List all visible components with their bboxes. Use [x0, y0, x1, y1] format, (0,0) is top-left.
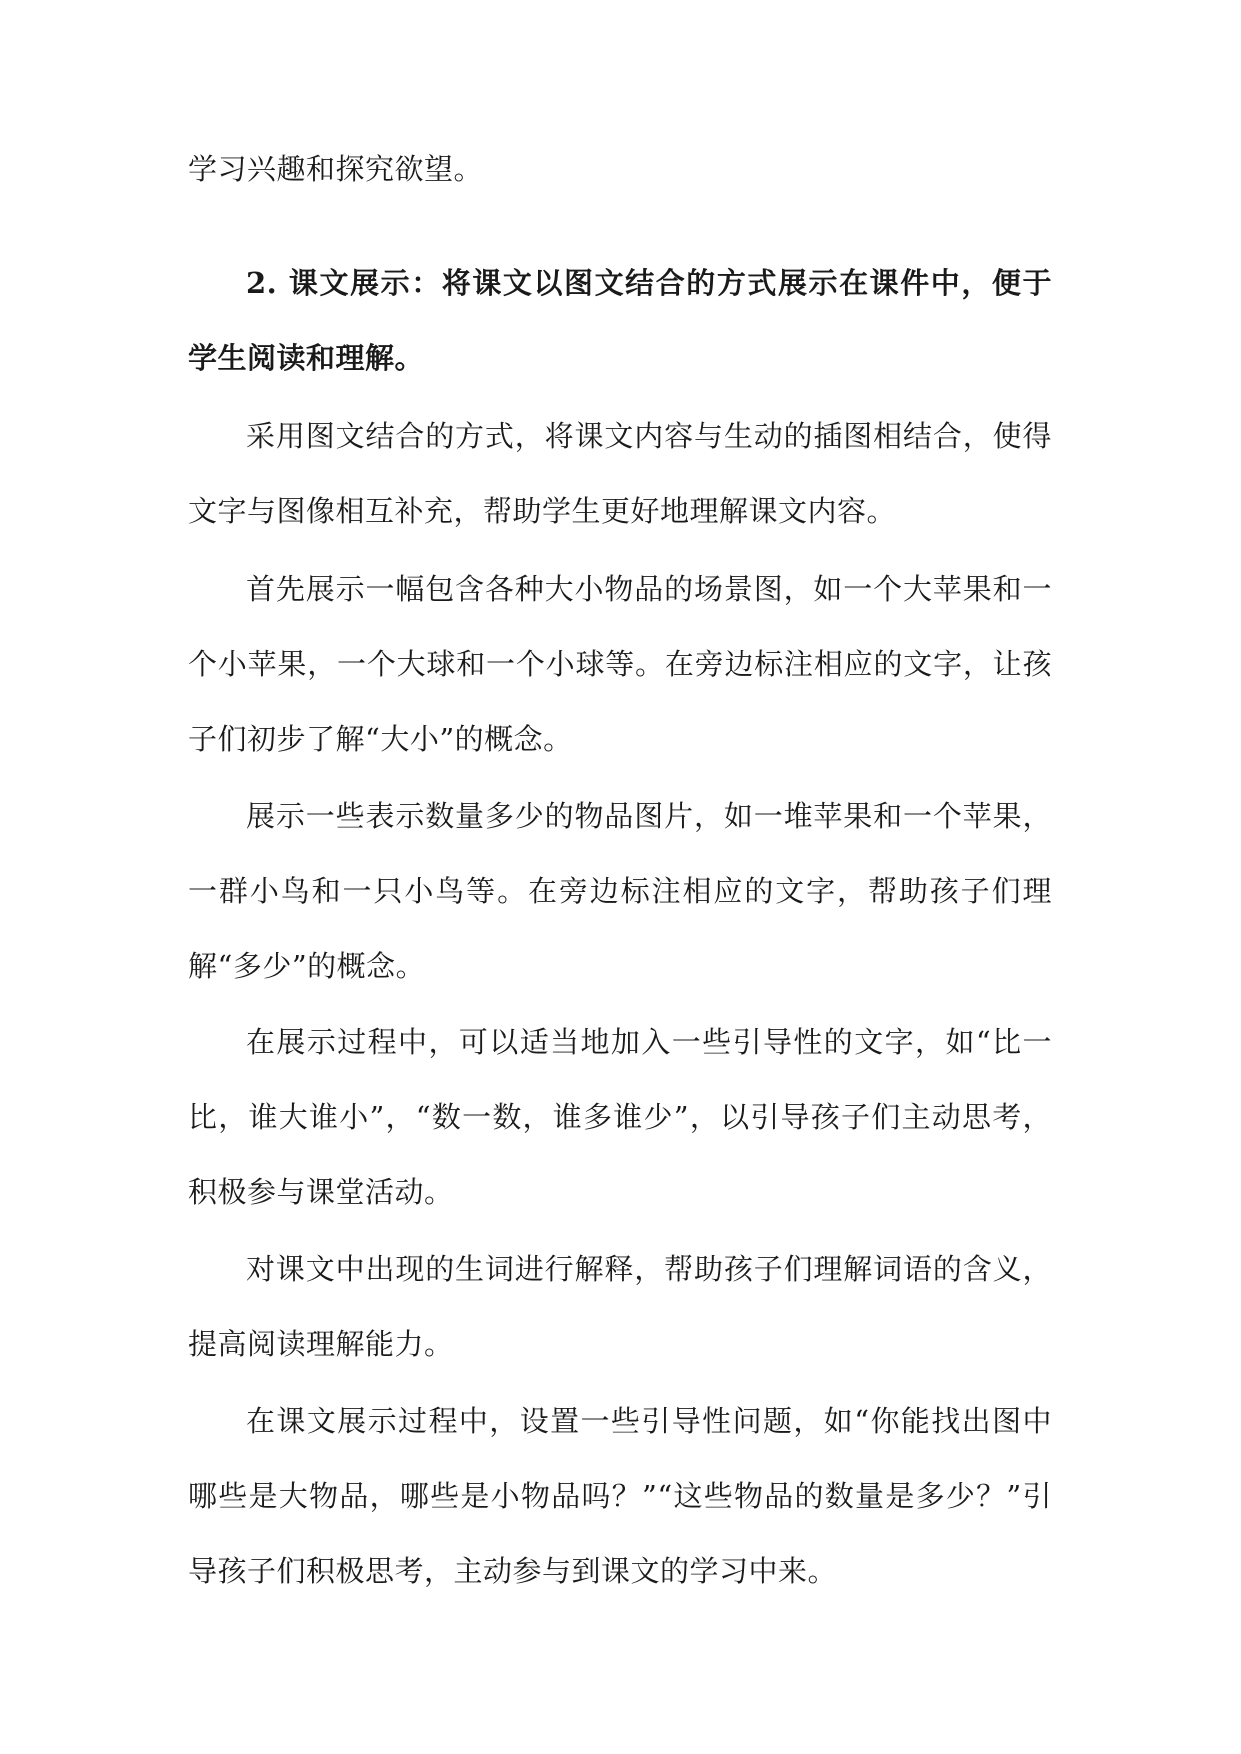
paragraph-6: 在课文展示过程中，设置一些引导性问题，如“你能找出图中哪些是大物品，哪些是小物品吗？”“这些物品的数量是多少？”引导孩子们积极思考，主动参与到课文的学习中来。	[188, 1404, 1052, 1588]
paragraph-2: 首先展示一幅包含各种大小物品的场景图，如一个大苹果和一个小苹果，一个大球和一个小球等。在旁边标注相应的文字，让孩子们初步了解“大小”的概念。	[188, 572, 1052, 756]
paragraph-5: 对课文中出现的生词进行解释，帮助孩子们理解词语的含义，提高阅读理解能力。	[188, 1252, 1052, 1361]
paragraph-3: 展示一些表示数量多少的物品图片，如一堆苹果和一个苹果，一群小鸟和一只小鸟等。在旁边标注相应的文字，帮助孩子们理解“多少”的概念。	[188, 799, 1052, 983]
paragraph-1: 采用图文结合的方式，将课文内容与生动的插图相结合，使得文字与图像相互补充，帮助学生更好地理解课文内容。	[188, 419, 1052, 528]
paragraph-continuation: 学习兴趣和探究欲望。	[188, 152, 484, 186]
paragraph-4: 在展示过程中，可以适当地加入一些引导性的文字，如“比一比，谁大谁小”，“数一数，谁多谁少”，以引导孩子们主动思考，积极参与课堂活动。	[188, 1025, 1052, 1209]
section-heading: 2. 课文展示：将课文以图文结合的方式展示在课件中，便于学生阅读和理解。	[188, 266, 1052, 375]
